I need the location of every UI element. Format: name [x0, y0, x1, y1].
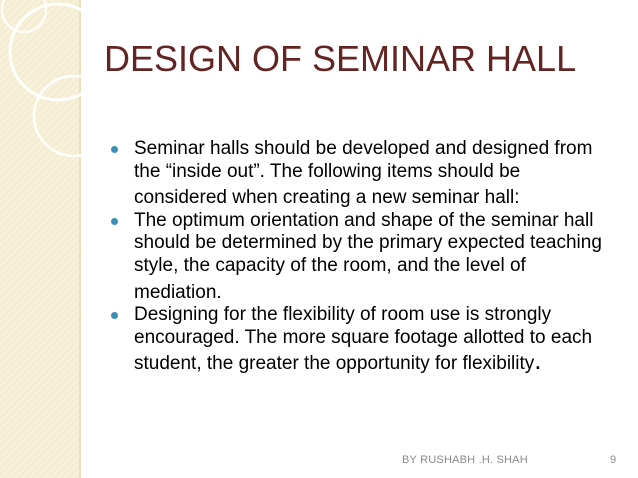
- page-number: 9: [610, 454, 617, 466]
- circle-bullet-icon: [111, 146, 118, 153]
- bullet-list: [104, 138, 614, 376]
- circle-bullet-icon: [111, 218, 118, 225]
- bullet-text-body: Seminar halls should be developed and designed from the “inside out”. The following items should be considered when creating a new seminar hall:: [134, 138, 593, 209]
- ring-decoration-small: [2, 0, 46, 32]
- circle-bullet-icon: [111, 312, 118, 319]
- ring-decoration-medium: [34, 76, 114, 156]
- bullet-text-body: The optimum orientation and shape of the seminar hall should be determined by the primary expected teaching style, the capacity of the room, and the level of mediation.: [134, 209, 602, 303]
- bullet-item: [104, 138, 614, 210]
- bullet-text-tail: .: [534, 345, 542, 376]
- bullet-text-body: Designing for the flexibility of room use is strongly encouraged. The more square footage allotted to each student, the greater the opportunity for flexibility: [134, 304, 593, 375]
- footer-author: BY RUSHABH .H. SHAH: [402, 454, 528, 466]
- bullet-item: [104, 210, 614, 304]
- bullet-text: [134, 210, 614, 304]
- ring-decoration-large: [10, 4, 106, 100]
- bullet-text: [134, 304, 614, 376]
- bullet-text: [134, 138, 614, 210]
- bullet-item: [104, 304, 614, 376]
- slide-title: DESIGN OF SEMINAR HALL: [104, 38, 577, 79]
